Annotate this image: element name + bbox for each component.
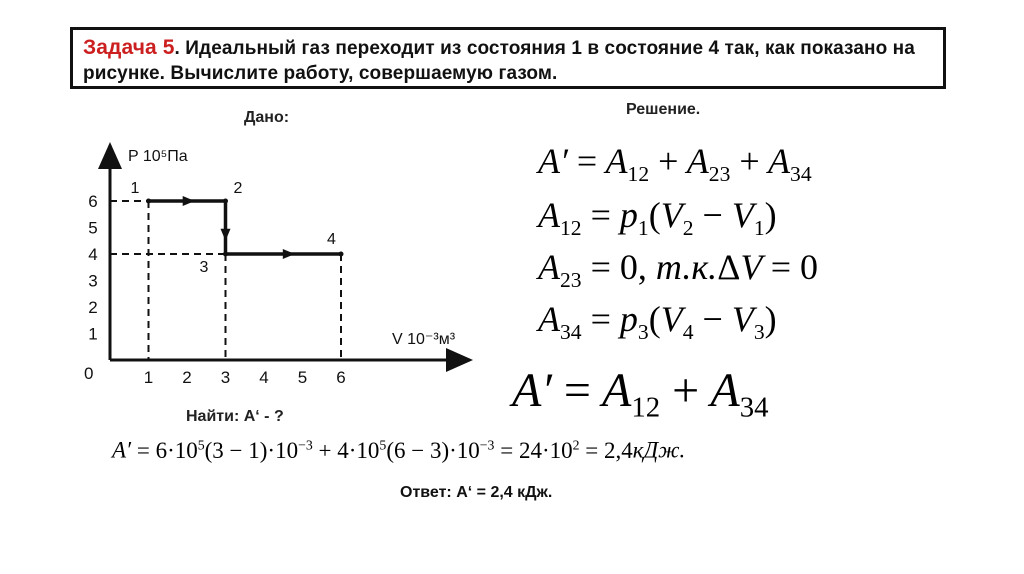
state-labels — [131, 180, 337, 276]
y-tick-label: 3 — [88, 271, 98, 291]
find-heading: Найти: A‘ - ? — [186, 408, 284, 425]
x-tick-label: 3 — [220, 368, 231, 385]
x-axis-label: V 10⁻³м³ — [392, 331, 456, 348]
state-point — [146, 199, 151, 204]
state-label: 2 — [233, 180, 243, 197]
x-tick-label: 4 — [259, 368, 269, 385]
state-label: 3 — [199, 259, 209, 276]
y-tick-labels — [88, 192, 97, 344]
total-work-equation: $A' = A_{12} + A_{23} + A_{34}$ — [538, 141, 812, 187]
y-tick-label: 6 — [88, 192, 98, 211]
work-23-equation: $A_{23} = 0$, т.к.ΔV = 0 — [538, 247, 818, 293]
result-equation: $A' = A_{12} + A_{34}$ — [512, 364, 769, 424]
task-text: . Идеальный газ переходит из состояния 1 в состояние 4 так, как показано на рисунке. Вычислите работу, совершаемую газом. — [83, 38, 915, 84]
y-tick-label: 4 — [88, 245, 98, 264]
x-tick-label: 2 — [182, 368, 192, 385]
direction-arrow — [183, 196, 195, 206]
task-number: Задача 5 — [83, 36, 175, 59]
solution-heading: Решение. — [626, 101, 701, 118]
answer-text: Ответ: A‘ = 2,4 кДж. — [400, 484, 553, 501]
state-point — [223, 199, 228, 204]
x-tick-label: 1 — [143, 368, 154, 385]
y-tick-label: 1 — [88, 324, 98, 344]
state-point — [223, 252, 228, 257]
x-tick-label: 6 — [336, 368, 346, 385]
origin-label: 0 — [84, 364, 94, 383]
pv-diagram — [70, 135, 530, 385]
x-tick-labels — [144, 368, 346, 385]
task-statement — [70, 27, 946, 89]
process-path — [146, 196, 344, 259]
calculation-equation: $A' = 6\cdot 10^5(3 - 1)\cdot 10^{-3} + 4\cdot 10^5(6 - 3)\cdot 10^{-3} = 24\cdot 10^2 = 2,4кДж$. — [112, 437, 686, 463]
state-point — [339, 252, 344, 257]
state-label: 1 — [130, 180, 140, 197]
y-axis-label: P 10⁵Па — [128, 148, 188, 165]
y-tick-label: 5 — [88, 218, 98, 238]
work-12-equation: $A_{12} = p_1(V_2 - V_1)$ — [538, 195, 777, 241]
state-label: 4 — [327, 231, 336, 248]
direction-arrow — [283, 249, 295, 259]
x-tick-label: 5 — [297, 368, 308, 385]
work-34-equation: $A_{34} = p_3(V_4 - V_3)$ — [538, 299, 777, 345]
given-heading: Дано: — [244, 109, 290, 126]
direction-arrow — [221, 229, 231, 241]
y-tick-label: 2 — [88, 298, 98, 317]
